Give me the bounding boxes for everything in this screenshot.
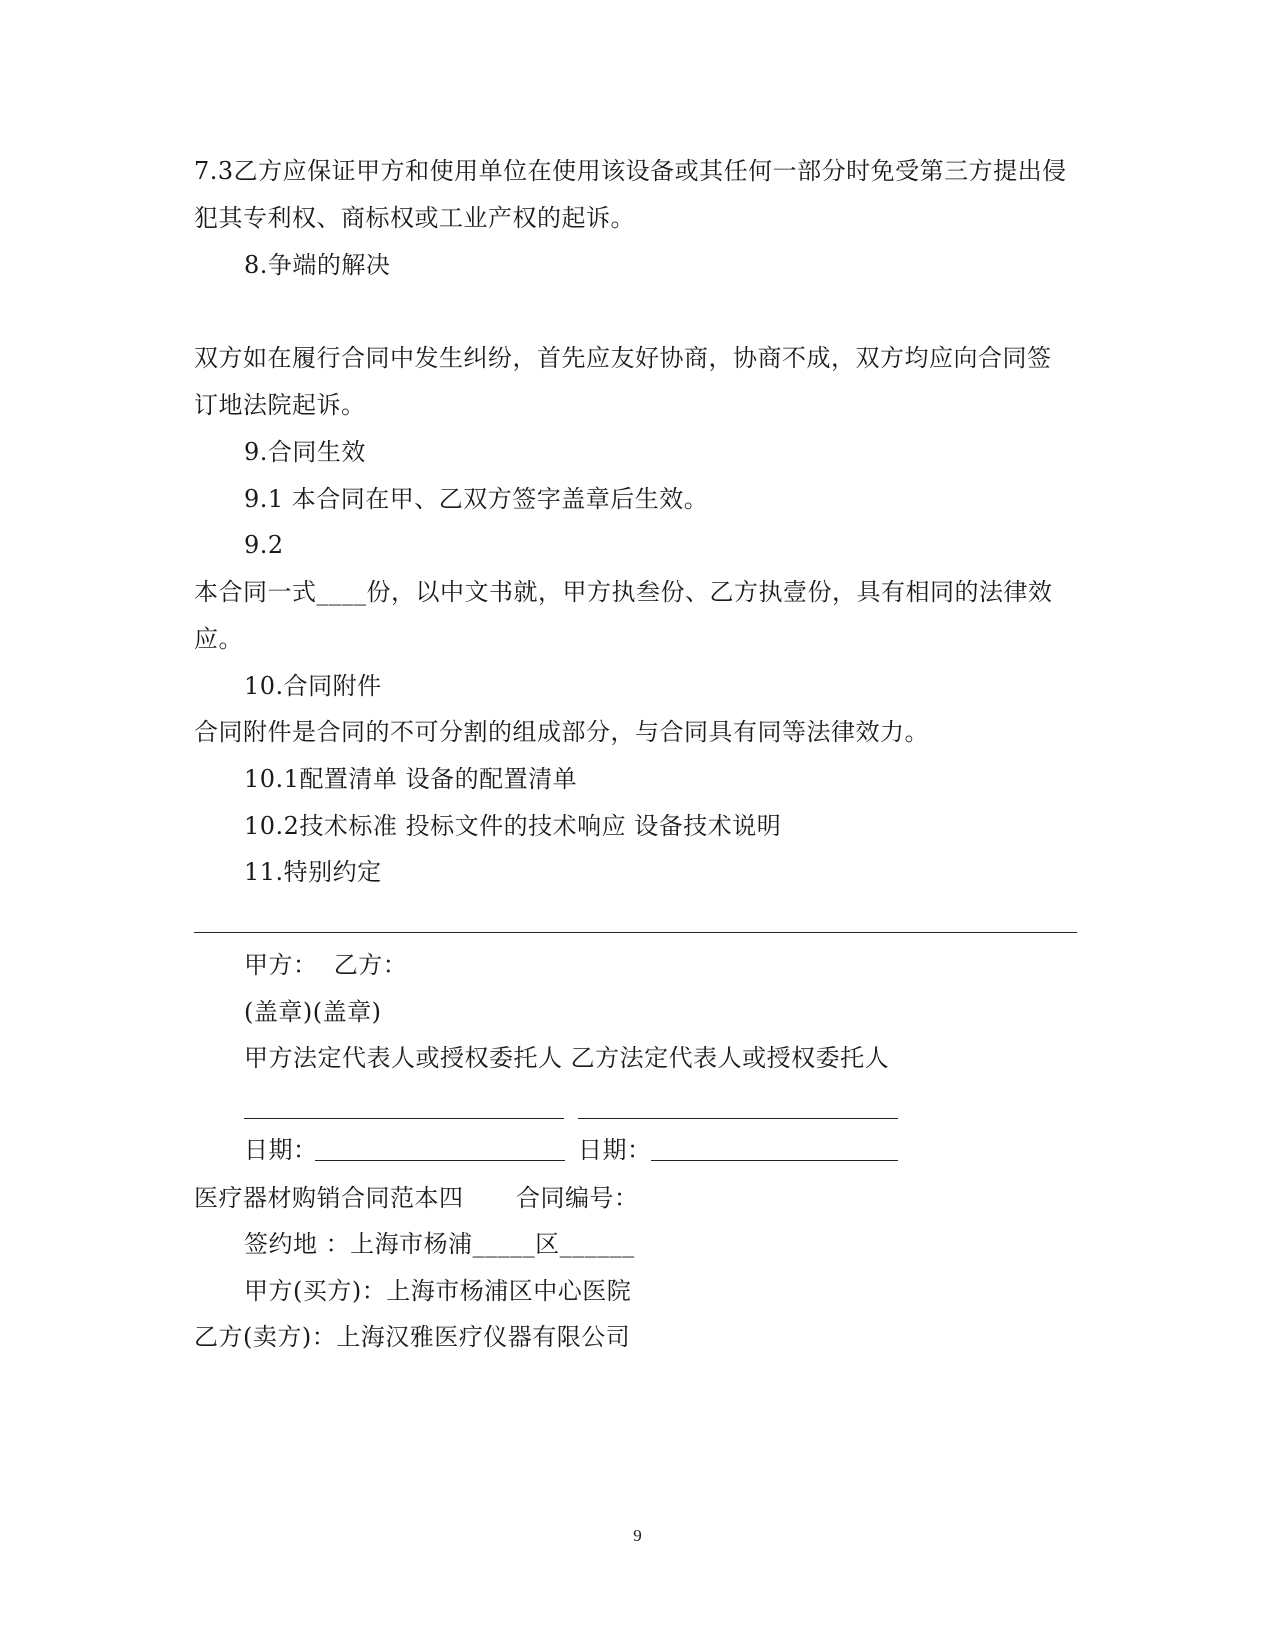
section-11-heading: 11.特别约定 xyxy=(244,858,382,886)
section-10-heading: 10.合同附件 xyxy=(244,672,382,700)
date-line-party-b xyxy=(651,1160,898,1161)
clause-10-1: 10.1配置清单 设备的配置清单 xyxy=(244,765,578,793)
section-9-heading: 9.合同生效 xyxy=(244,438,366,466)
clause-9-2-line-1: 本合同一式____份，以中文书就，甲方执叁份、乙方执壹份，具有相同的法律效 xyxy=(194,578,1053,606)
party-a-buyer: 甲方(买方)：上海市杨浦区中心医院 xyxy=(244,1277,632,1305)
date-line-party-a xyxy=(315,1160,565,1161)
clause-8-line-1: 双方如在履行合同中发生纠纷，首先应友好协商，协商不成，双方均应向合同签 xyxy=(194,344,1052,372)
page-number: 9 xyxy=(633,1526,642,1545)
clause-10-text: 合同附件是合同的不可分割的组成部分，与合同具有同等法律效力。 xyxy=(194,718,929,746)
signature-representatives: 甲方法定代表人或授权委托人 乙方法定代表人或授权委托人 xyxy=(244,1044,890,1072)
clause-7-3-line-2: 犯其专利权、商标权或工业产权的起诉。 xyxy=(194,204,635,232)
clause-8-line-2: 订地法院起诉。 xyxy=(194,391,366,419)
party-b-seller: 乙方(卖方)：上海汉雅医疗仪器有限公司 xyxy=(194,1323,631,1351)
clause-9-2-number: 9.2 xyxy=(244,531,284,559)
contract-number-label: 合同编号： xyxy=(516,1184,639,1212)
clause-9-1: 9.1 本合同在甲、乙双方签字盖章后生效。 xyxy=(244,485,709,513)
date-label-party-b: 日期： xyxy=(578,1136,652,1164)
clause-9-2-line-2: 应。 xyxy=(194,625,243,653)
section-8-heading: 8.争端的解决 xyxy=(244,251,391,279)
contract-4-title: 医疗器材购销合同范本四 xyxy=(194,1184,464,1212)
date-label-party-a: 日期： xyxy=(244,1136,318,1164)
signing-place: 签约地 ：上海市杨浦_____区______ xyxy=(244,1230,635,1258)
clause-10-2: 10.2技术标准 投标文件的技术响应 设备技术说明 xyxy=(244,812,782,840)
clause-7-3-line-1: 7.3乙方应保证甲方和使用单位在使用该设备或其任何一部分时免受第三方提出侵 xyxy=(194,157,1067,185)
signature-line-party-a xyxy=(244,1118,564,1119)
signature-seal: (盖章)(盖章) xyxy=(244,998,382,1026)
signature-line-party-b xyxy=(578,1118,898,1119)
signature-parties: 甲方： 乙方： xyxy=(244,951,408,979)
special-terms-blank-line xyxy=(194,932,1077,933)
